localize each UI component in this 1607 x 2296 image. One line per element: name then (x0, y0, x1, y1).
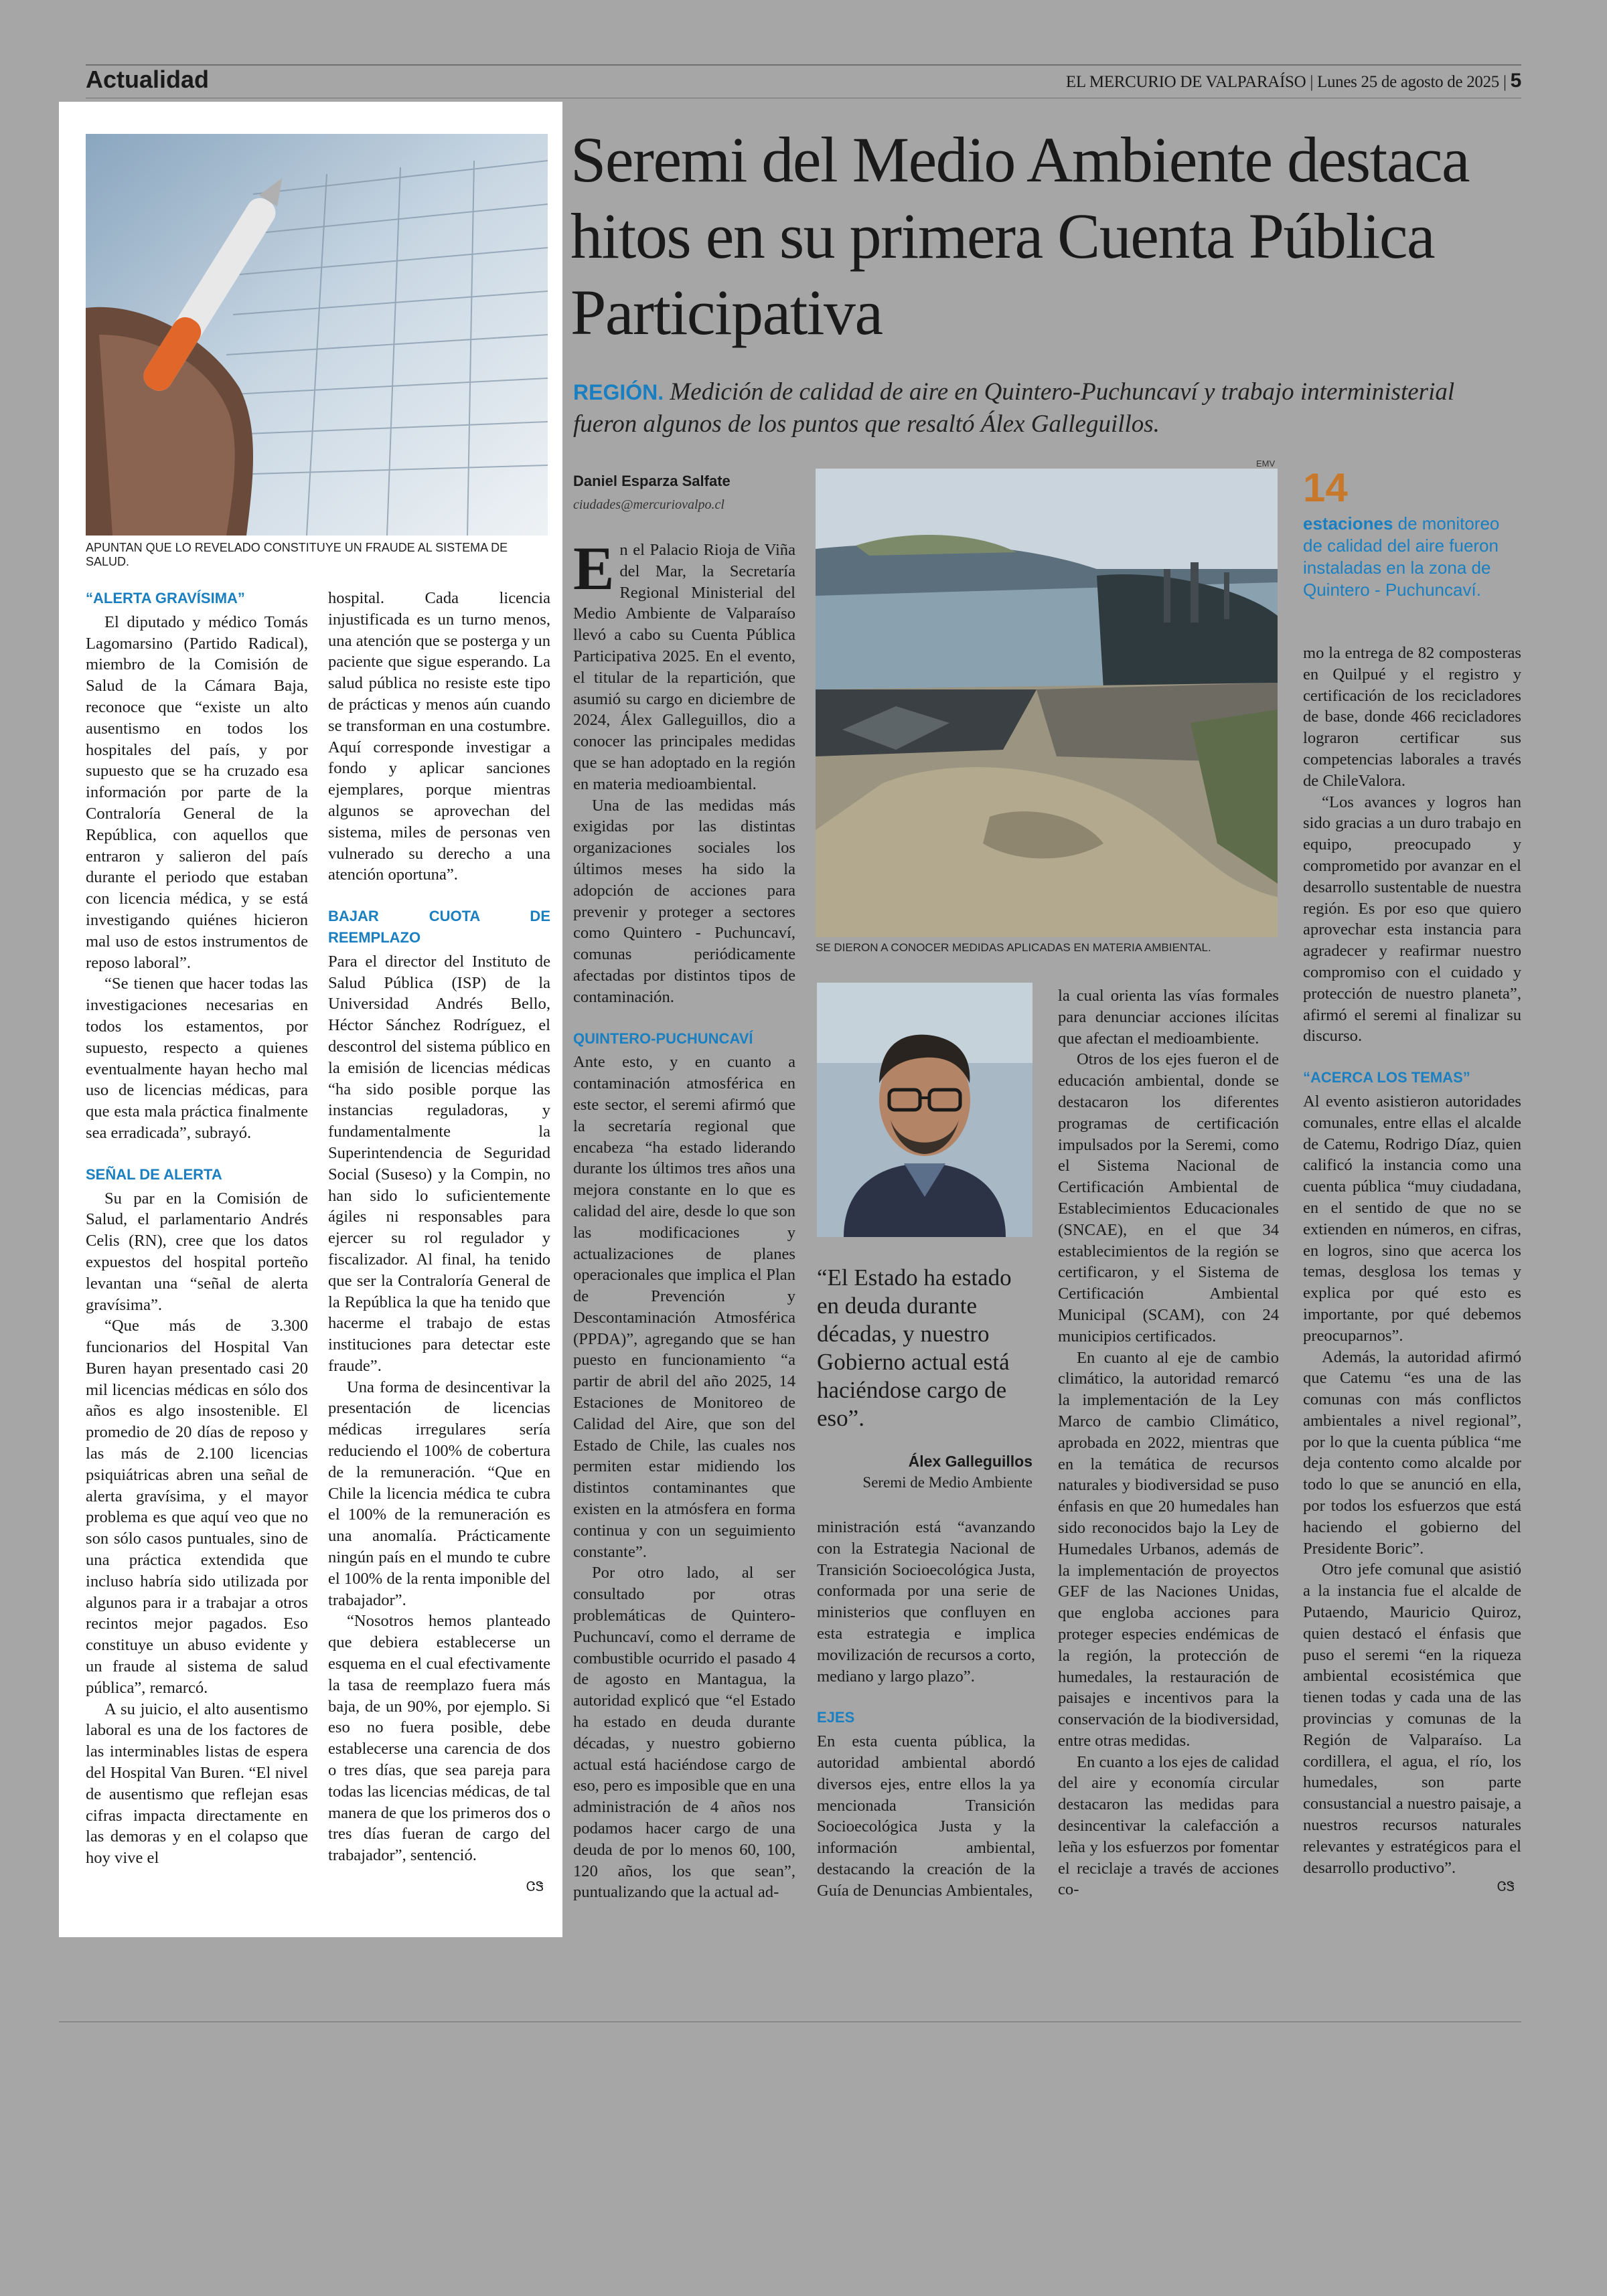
left-article-column-1 (86, 588, 308, 1869)
quote-author: Álex Galleguillos (908, 1453, 1032, 1470)
publication-line (1066, 70, 1521, 92)
aerial-landscape-illustration (816, 469, 1278, 937)
stat-number: 14 (1303, 465, 1348, 510)
main-headline: Seremi del Medio Ambiente destaca hitos en su primera Cuenta Pública Participativa (570, 124, 1470, 348)
stat-description (1303, 513, 1511, 601)
paragraph: Otro jefe comunal que asistió a la instancia fue el alcalde de Putaendo, Mauricio Quiroz, quien destacó el énfasis que puso el seremi “en la riqueza ambiental ecosistémica que tienen todas y cada una de las provincias y comunas de la Región de Valparaíso. La cordillera, el agua, el río, los humedales, son parte consustancial a nuestro paisaje, a nuestros recursos naturales relevantes y estratégicos para el desarrollo productivo”. (1303, 1560, 1521, 1877)
drop-cap: E (573, 534, 615, 602)
lead-text: Medición de calidad de aire en Quintero-Puchuncaví y trabajo interministerial fueron algunos de los puntos que resaltó Álex Galleguillos. (573, 378, 1455, 438)
portrait-illustration (817, 983, 1032, 1237)
subheading: BAJAR CUOTA DE REEMPLAZO (328, 908, 550, 946)
paragraph: En cuanto al eje de cambio climático, la autoridad remarcó la implementación de la Ley Marco de cambio Climático, aprobada en 2022, mientras que en la temática de recursos naturales y biodiversidad se puso énfasis en que 20 humedales han sido reconocidos bajo la Ley de Humedales Urbanos, además de la implementación de proyectos GEF de las Naciones Unidas, que engloba acciones para proteger especies endémicas de la región, la protección de humedales, la restauración de paisajes e incentivos para la conservación de la biodiversidad, entre otras medidas. (1058, 1348, 1279, 1750)
main-article-column-3 (1058, 985, 1279, 1900)
paragraph: “Los avances y logros han sido gracias a un duro trabajo en equipo, preocupado y comprometido por avanzar en el desarrollo sustentable de nuestra región. Es por eso que quiero aprovechar esta instancia para agradecer y reafirmar nuestro compromiso con el cuidado y protección de nuestro planeta”, afirmó el seremi al finalizar su discurso. (1303, 793, 1521, 1046)
subheading: SEÑAL DE ALERTA (86, 1165, 222, 1183)
paragraph: En cuanto a los ejes de calidad del aire y economía circular destacaron las medidas para desincentivar la calefacción a leña y los esfuerzos por fomentar el reciclaje a través de acciones co- (1058, 1752, 1279, 1899)
opening-paragraph (573, 534, 795, 795)
left-story-end-mark: ᏣᏕ (526, 1878, 544, 1894)
paragraph: En esta cuenta pública, la autoridad ambiental abordó diversos ejes, entre ellos la ya mencionada Transición Socioecológica Justa y la información ambiental, destacando la creación de la Guía de Denuncias Ambientales, (817, 1732, 1035, 1900)
main-article-column-2 (817, 1517, 1035, 1902)
paragraph: ministración está “avanzando con la Estrategia Nacional de Transición Socioecológica Justa, conformada por una serie de ministerios que confluyen en esta estrategia e implica movilización de recursos a corto, mediano y largo plazo”. (817, 1518, 1035, 1686)
main-story-end-mark: ᏣᏕ (1497, 1878, 1515, 1894)
paragraph: Una de las medidas más exigidas por las distintas organizaciones sociales los últimos meses ha sido la adopción de acciones para prevenir y proteger a sectores como Quintero - Puchuncaví, comunas periódicamente afectadas por distintos tipos de contaminación. (573, 796, 795, 1006)
page-number: 5 (1510, 70, 1521, 92)
paragraph: mo la entrega de 82 composteras en Quilpué y el registro y certificación de los recicladores de base, donde 466 recicladores lograron certificar sus competencias laborales a través de ChileValora. (1303, 644, 1521, 790)
left-photo-caption: APUNTAN QUE LO REVELADO CONSTITUYE UN FRAUDE AL SISTEMA DE SALUD. (86, 541, 508, 568)
region-tag: REGIÓN. (573, 380, 664, 404)
quote-attribution (817, 1451, 1032, 1493)
medical-license-photo (86, 134, 548, 536)
header-top-rule (86, 64, 1521, 66)
paragraph: A su juicio, el alto ausentismo laboral es una de los factores de las interminables listas de espera del Hospital Van Buren. “El nivel de ausentismo que reflejan esas cifras impacta directamente en las demoras y en el colapso que hoy vive el (86, 1700, 308, 1868)
quote-author-role: Seremi de Medio Ambiente (862, 1474, 1032, 1491)
paragraph: Una forma de desincentivar la presentación de licencias médicas irregulares sería reduciendo el 100% de cobertura de la remuneración. “Que en Chile la licencia médica te cubra el 100% de la remuneración es una anomalía. Prácticamente ningún país en el mundo te cubre el 100% de la renta imponible del trabajador”. (328, 1378, 550, 1609)
main-article-column-1 (573, 534, 795, 1903)
paragraph: Además, la autoridad afirmó que Catemu “es una de las comunas con más conflictos ambientales a nivel regional”, por lo que la cuenta pública “me deja contento como alcalde por todo lo que se anunció en ella, por todos los esfuerzos que está haciendo el gobierno del Presidente Boric”. (1303, 1347, 1521, 1558)
stat-bold-word: estaciones (1303, 513, 1393, 534)
section-label: Actualidad (86, 66, 210, 93)
subheading: EJES (817, 1709, 855, 1726)
quote-author-name (817, 1451, 1032, 1472)
paragraph: Por otro lado, al ser consultado por otras problemáticas de Quintero-Puchuncaví, como el derrame de combustible ocurrido el pasado 4 de agosto en Mantagua, la autoridad explicó que “el Estado ha estado en deuda durante décadas, y nuestro gobierno actual está haciéndose cargo de eso, pero es imposible que en una administración de 4 años nos podamos hacer cargo de una deuda de por lo menos 60, 100, 120 años, los que sean”, puntualizando que la actual ad- (573, 1564, 795, 1902)
paragraph: Su par en la Comisión de Salud, el parlamentario Andrés Celis (RN), cree que los datos expuestos del hospital porteño levantan una “señal de alerta gravísima”. (86, 1189, 308, 1314)
publication-date: EL MERCURIO DE VALPARAÍSO | Lunes 25 de agosto de 2025 | (1065, 73, 1511, 91)
paragraph: “Nosotros hemos planteado que debiera establecerse un esquema en el cual efectivamente la tasa de reemplazo fuera más baja, de un 90%, por ejemplo. Si eso no fuera posible, debe establecerse una carencia de dos o tres días, que sea pareja para todas las licencias médicas, de tal manera de que los primeros dos o tres días fueran de cargo del trabajador”, sentenció. (328, 1612, 550, 1865)
pull-quote: “El Estado ha estado en deuda durante décadas, y nuestro Gobierno actual está haciéndose cargo de eso”. (817, 1264, 1012, 1431)
paragraph: “Que más de 3.300 funcionarios del Hospital Van Buren hayan presentado casi 20 mil licencias médicas en sólo dos años es algo insostenible. El promedio de 20 días de reposo y las más de 2.100 licencias psiquiátricas abren una señal de alerta gravísima, y el mayor problema es que aquí veo que no son sólo casos puntuales, sino de una práctica extendida que incluso habría sido utilizada por algunos para ir a trabajar a otros recintos mejor pagados. Eso constituye un abuso evidente y un fraude al sistema de salud pública”, remarcó. (86, 1317, 308, 1697)
left-article-column-2 (328, 588, 550, 1866)
subheading: QUINTERO-PUCHUNCAVÍ (573, 1030, 753, 1047)
author-email: ciudades@mercuriovalpo.cl (573, 497, 724, 512)
main-article-column-4 (1303, 643, 1521, 1878)
opening-text: n el Palacio Rioja de Viña del Mar, la Secretaría Regional Ministerial del Medio Ambiente de Valparaíso llevó a cabo su Cuenta Pública Participativa 2025. En el evento, el titular de la repartición, que asumió su cargo en diciembre de 2024, Álex Galleguillos, dio a conocer las principales medidas que se han adoptado en la región en materia medioambiental. (573, 541, 795, 793)
stat-text: de monitoreo de calidad del aire fueron instaladas en la zona de Quintero - Puchuncaví. (1303, 513, 1500, 600)
subheading: “ACERCA LOS TEMAS” (1303, 1069, 1470, 1086)
main-column-1-body (573, 795, 795, 1904)
coastal-industry-photo (816, 469, 1278, 937)
paragraph: la cual orienta las vías formales para denunciar acciones ilícitas que afectan el medioambiente. (1058, 987, 1279, 1048)
seremi-portrait-photo (817, 983, 1032, 1237)
paragraph: Al evento asistieron autoridades comunales, entre ellas el alcalde de Catemu, Rodrigo Díaz, quien calificó la instancia como una cuenta pública “muy ciudadana, en el sentido de que no se extienden en números, en cifras, en logros, sino que acerca los temas, desglosa los temas y explica por qué esto es importante, por qué debemos preocuparnos”. (1303, 1092, 1521, 1345)
lead-paragraph (573, 376, 1524, 440)
main-photo-caption: SE DIERON A CONOCER MEDIDAS APLICADAS EN MATERIA AMBIENTAL. (816, 941, 1211, 954)
paragraph: Ante esto, y en cuanto a contaminación atmosférica en este sector, el seremi afirmó que la secretaría regional que encabeza “ha estado liderando durante los últimos tres años una mejora constante en lo que es calidad del aire, desde lo que son las modificaciones y actualizaciones de planes operacionales que implica el Plan de Prevención y Descontaminación Atmosférica (PPDA)”, agregando que se han puesto en funcionamiento “a partir de abril del año 2025, 14 Estaciones de Monitoreo de Calidad del Aire, que son del Estado de Chile, las cuales nos permiten estar midiendo los distintos contaminantes que existen en la atmósfera en forma continua y con un seguimiento constante”. (573, 1053, 795, 1561)
paragraph: “Se tienen que hacer todas las investigaciones necesarias en todos los estamentos, por supuesto, respecto a quienes eventualmente hayan hecho mal uso de licencias médicas, para que esta mala práctica finalmente sea erradicada”, subrayó. (86, 975, 308, 1142)
subheading: “ALERTA GRAVÍSIMA” (86, 590, 245, 606)
paragraph: Otros de los ejes fueron el de educación ambiental, donde se destacaron los diferentes programas de certificación impulsados por la Seremi, como el Sistema Nacional de Certificación Ambiental de Establecimientos Educacionales (SNCAE), en el que 34 establecimientos de la región se certificaron, y el Sistema de Certificación Ambiental Municipal (SCAM), con 24 municipios certificados. (1058, 1050, 1279, 1345)
paragraph: hospital. Cada licencia injustificada es un turno menos, una atención que se posterga y un paciente que sigue esperando. La salud pública no resiste este tipo de prácticas y menos aún cuando se transforman en una costumbre. Aquí corresponde investigar a fondo y aplicar sanciones ejemplares, porque mientras algunos se aprovechan del sistema, miles de personas ven vulnerado su derecho a una atención oportuna”. (328, 589, 550, 884)
form-pen-illustration (86, 134, 548, 536)
paragraph: El diputado y médico Tomás Lagomarsino (Partido Radical), miembro de la Comisión de Salud de la Cámara Baja, reconoce que “existe un alto ausentismo en todos los hospitales del país, y por supuesto que se ha cruzado esa información por parte de la Contraloría General de la República, con aquellos que entraron y salieron del país durante el periodo que estaban con licencia médica, y se está investigando quiénes hicieron mal uso de estos instrumentos de reposo laboral”. (86, 612, 308, 972)
paragraph: Para el director del Instituto de Salud Pública (ISP) de la Universidad Andrés Bello, Héctor Sánchez Rodríguez, el descontrol del sistema público en la emisión de licencias médicas “ha sido posible porque las instancias reguladoras, y fundamentalmente la Superintendencia de Seguridad Social (Suseso) y la Compin, no han sido lo suficientemente ágiles ni responsables para ejercer su rol regulador y fiscalizador. Al final, ha tenido que ser la Contraloría General de la República la que ha tenido que hacerme el trabajo de estas instituciones para detectar este fraude”. (328, 952, 550, 1375)
photo-credit: EMV (1256, 459, 1276, 469)
author-byline: Daniel Esparza Salfate (573, 473, 731, 489)
